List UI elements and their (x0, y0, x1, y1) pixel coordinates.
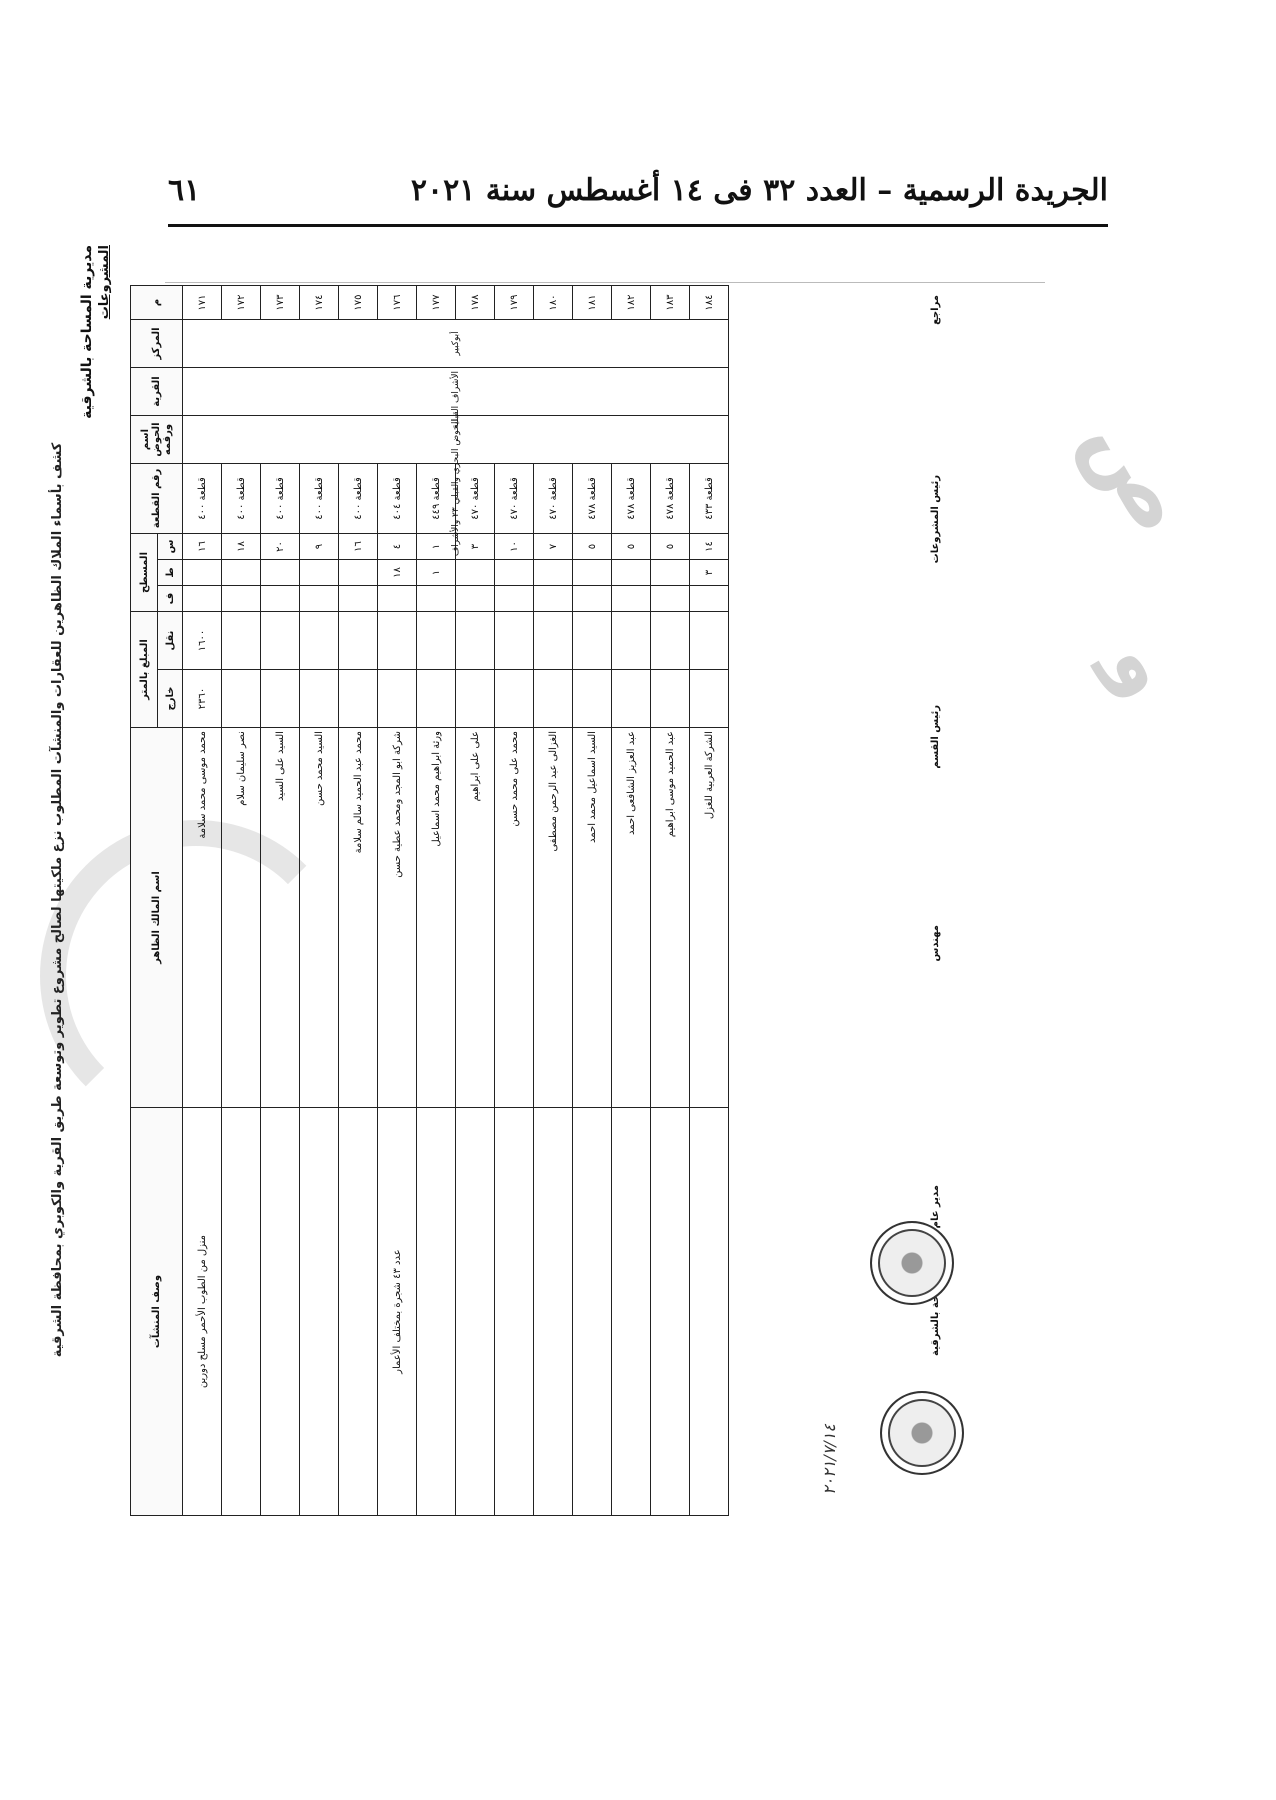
cell-description (612, 1108, 651, 1516)
subdepartment-name: المشروعات (97, 245, 112, 320)
table-row (417, 286, 456, 1516)
cell-naql (417, 612, 456, 670)
cell-serial: ١٨٤ (690, 286, 729, 320)
cell-kharij (456, 670, 495, 728)
cell-description (534, 1108, 573, 1516)
cell-description (495, 1108, 534, 1516)
table-header-row (131, 286, 158, 1516)
cell-naql (456, 612, 495, 670)
cell-owner: ورثة ابراهيم محمد اسماعيل (417, 728, 456, 1108)
cell-feddan (495, 586, 534, 612)
table-row (183, 286, 222, 1516)
rotated-table-sheet (50, 245, 950, 1555)
cell-qita: قطعة ٤٠٠ (300, 464, 339, 534)
cell-description (417, 1108, 456, 1516)
cell-serial: ١٧١ (183, 286, 222, 320)
cell-serial: ١٨١ (573, 286, 612, 320)
table-row (495, 286, 534, 1516)
cell-serial: ١٧٥ (339, 286, 378, 320)
cell-owner: الغزالى عبد الرحمن مصطفى (534, 728, 573, 1108)
cell-kharij (378, 670, 417, 728)
cell-naql (612, 612, 651, 670)
cell-owner: عبد العزيز الشافعى احمد (612, 728, 651, 1108)
cell-naql (261, 612, 300, 670)
cell-kharij (300, 670, 339, 728)
cell-owner: محمد موسى محمد سلامة (183, 728, 222, 1108)
watermark-text: ص (1064, 393, 1217, 552)
cell-owner: عبد الحميد موسى ابراهيم (651, 728, 690, 1108)
cell-qirat: ١ (417, 560, 456, 586)
cell-qirat (183, 560, 222, 586)
cell-naql (222, 612, 261, 670)
cell-qita: قطعة ٤٠٠ (339, 464, 378, 534)
col-owner: اسم المالك الظاهر (131, 728, 183, 1108)
cell-owner: محمد عبد الحميد سالم سلامة (339, 728, 378, 1108)
cell-kharij (573, 670, 612, 728)
cell-description (573, 1108, 612, 1516)
cell-owner: السيد على السيد (261, 728, 300, 1108)
cell-sahm: ١٦ (339, 534, 378, 560)
cell-kharij: ٢٣٦٠ (183, 670, 222, 728)
cell-serial: ١٧٨ (456, 286, 495, 320)
cell-feddan (378, 586, 417, 612)
cell-naql (690, 612, 729, 670)
table-row (261, 286, 300, 1516)
cell-owner: شركة ابو المجد ومحمد عطية حسن (378, 728, 417, 1108)
cell-serial: ١٧٧ (417, 286, 456, 320)
cell-kharij (261, 670, 300, 728)
cell-qita: قطعة ٤٠٠ (261, 464, 300, 534)
cell-naql: ١٦٠٠ (183, 612, 222, 670)
cell-feddan (612, 586, 651, 612)
cell-description (222, 1108, 261, 1516)
cell-qita: قطعة ٤٠٠ (183, 464, 222, 534)
cell-qirat (651, 560, 690, 586)
cell-qita: قطعة ٤٧٨ (573, 464, 612, 534)
col-amount: المبلغ بالمتر (131, 612, 158, 728)
cell-kharij (339, 670, 378, 728)
table-row (456, 286, 495, 1516)
col-markaz: المركز (131, 320, 183, 368)
cell-naql (300, 612, 339, 670)
header-rule (168, 224, 1108, 227)
cell-kharij (222, 670, 261, 728)
cell-qita: قطعة ٤٧٨ (612, 464, 651, 534)
cell-qirat: ٣ (690, 560, 729, 586)
cell-description (690, 1108, 729, 1516)
cell-sahm: ١٦ (183, 534, 222, 560)
cell-serial: ١٧٩ (495, 286, 534, 320)
cell-feddan (183, 586, 222, 612)
cell-qirat (339, 560, 378, 586)
cell-owner: السيد اسماعيل محمد احمد (573, 728, 612, 1108)
cell-sahm: ٢٠ (261, 534, 300, 560)
table-row (690, 286, 729, 1516)
cell-kharij (534, 670, 573, 728)
owners-table (130, 285, 729, 1516)
cell-feddan (339, 586, 378, 612)
sig-head-projects: رئيس المشروعات (930, 475, 941, 564)
cell-sahm: ١٤ (690, 534, 729, 560)
department-name: مديرية المساحة بالشرقية (79, 245, 95, 419)
cell-feddan (222, 586, 261, 612)
cell-kharij (651, 670, 690, 728)
cell-owner: نصر سليمان سلام (222, 728, 261, 1108)
cell-sahm: ٥ (651, 534, 690, 560)
cell-description (456, 1108, 495, 1516)
cell-feddan (690, 586, 729, 612)
table-row (651, 286, 690, 1516)
cell-markaz-merged: أبوكبير (183, 320, 729, 368)
cell-feddan (573, 586, 612, 612)
sig-reviewer: مراجع (930, 295, 941, 325)
col-feddan: ف (158, 586, 183, 612)
cell-hod-merged: الحوض البحري والقبلي ٢٣ والأشراف (183, 416, 729, 464)
cell-qita: قطعة ٤٣٣ (690, 464, 729, 534)
cell-feddan (300, 586, 339, 612)
cell-qirat (456, 560, 495, 586)
cell-description: منزل من الطوب الأحمر مسلح دورين (183, 1108, 222, 1516)
cell-serial: ١٨٣ (651, 286, 690, 320)
cell-qirat: ١٨ (378, 560, 417, 586)
cell-qita: قطعة ٤٠٠ (222, 464, 261, 534)
cell-description (261, 1108, 300, 1516)
cell-serial: ١٧٦ (378, 286, 417, 320)
cell-owner: على على ابراهيم (456, 728, 495, 1108)
cell-qirat (495, 560, 534, 586)
official-stamp-2 (880, 1391, 964, 1475)
table-row (534, 286, 573, 1516)
cell-qita: قطعة ٤٧٠ (456, 464, 495, 534)
page-header (168, 160, 1108, 220)
cell-qirat (573, 560, 612, 586)
cell-description: عدد ٤٣ شجرة بمختلف الأعمار (378, 1108, 417, 1516)
col-kharij: خارج (158, 670, 183, 728)
cell-qita: قطعة ٤٧٨ (651, 464, 690, 534)
cell-qirat (612, 560, 651, 586)
page-number: ٦١ (168, 172, 201, 208)
cell-qirat (534, 560, 573, 586)
col-qita: رقم القطعة (131, 464, 183, 534)
table-row (573, 286, 612, 1516)
table-body (183, 286, 729, 1516)
table-row (339, 286, 378, 1516)
cell-kharij (612, 670, 651, 728)
signature-row (930, 285, 952, 1515)
col-hod: اسم الحوض ورقمه (131, 416, 183, 464)
sig-head-section: رئيس القسم (930, 705, 941, 769)
col-qarya: القرية (131, 368, 183, 416)
table-row (612, 286, 651, 1516)
cell-description (339, 1108, 378, 1516)
cell-qirat (261, 560, 300, 586)
cell-owner: السيد محمد حسن (300, 728, 339, 1108)
cell-naql (534, 612, 573, 670)
cell-qirat (300, 560, 339, 586)
cell-serial: ١٨٢ (612, 286, 651, 320)
cell-owner: الشركة العربية للغزل (690, 728, 729, 1108)
cell-qita: قطعة ٤٤٩ (417, 464, 456, 534)
table-row (378, 286, 417, 1516)
cell-serial: ١٧٤ (300, 286, 339, 320)
watermark-text-2: و (1092, 621, 1198, 712)
table-row (222, 286, 261, 1516)
document-title: كشف بأسماء الملاك الظاهرين للعقارات والمنشآت المطلوب نزع ملكيتها لصالح مشروع تطوير وتوسعة طريق القرية والكوبري بمحافظة الشرقية (50, 442, 65, 1358)
handwritten-date: ٢٠٢١/٧/١٤ (820, 1424, 839, 1495)
sig-engineer: مهندس (930, 925, 941, 962)
gazette-title: الجريدة الرسمية – العدد ٣٢ فى ١٤ أغسطس سنة ٢٠٢١ (410, 172, 1108, 208)
cell-naql (573, 612, 612, 670)
cell-feddan (261, 586, 300, 612)
cell-qita: قطعة ٤٧٠ (495, 464, 534, 534)
cell-sahm: ١٠ (495, 534, 534, 560)
cell-owner: محمد على محمد حسن (495, 728, 534, 1108)
cell-sahm: ١ (417, 534, 456, 560)
cell-sahm: ٥ (612, 534, 651, 560)
col-serial: م (131, 286, 183, 320)
cell-naql (651, 612, 690, 670)
cell-sahm: ٧ (534, 534, 573, 560)
cell-description (651, 1108, 690, 1516)
cell-kharij (495, 670, 534, 728)
cell-sahm: ٩ (300, 534, 339, 560)
cell-qirat (222, 560, 261, 586)
cell-qita: قطعة ٤٧٠ (534, 464, 573, 534)
department-block (78, 245, 114, 419)
col-qirat: ط (158, 560, 183, 586)
cell-naql (495, 612, 534, 670)
col-area: المسطح (131, 534, 158, 612)
cell-description (300, 1108, 339, 1516)
cell-serial: ١٧٢ (222, 286, 261, 320)
cell-naql (339, 612, 378, 670)
cell-naql (378, 612, 417, 670)
cell-kharij (690, 670, 729, 728)
cell-sahm: ٣ (456, 534, 495, 560)
col-description: وصف المنشآت (131, 1108, 183, 1516)
table-row (300, 286, 339, 1516)
cell-feddan (456, 586, 495, 612)
col-sahm: س (158, 534, 183, 560)
cell-sahm: ٥ (573, 534, 612, 560)
cell-kharij (417, 670, 456, 728)
cell-feddan (651, 586, 690, 612)
col-naql: نقل (158, 612, 183, 670)
cell-feddan (417, 586, 456, 612)
official-stamp-1 (870, 1221, 954, 1305)
cell-serial: ١٧٣ (261, 286, 300, 320)
cell-qita: قطعة ٤٠٤ (378, 464, 417, 534)
cell-serial: ١٨٠ (534, 286, 573, 320)
cell-sahm: ١٨ (222, 534, 261, 560)
cell-qarya-merged: الأشراف القبلية (183, 368, 729, 416)
cell-sahm: ٤ (378, 534, 417, 560)
cell-feddan (534, 586, 573, 612)
